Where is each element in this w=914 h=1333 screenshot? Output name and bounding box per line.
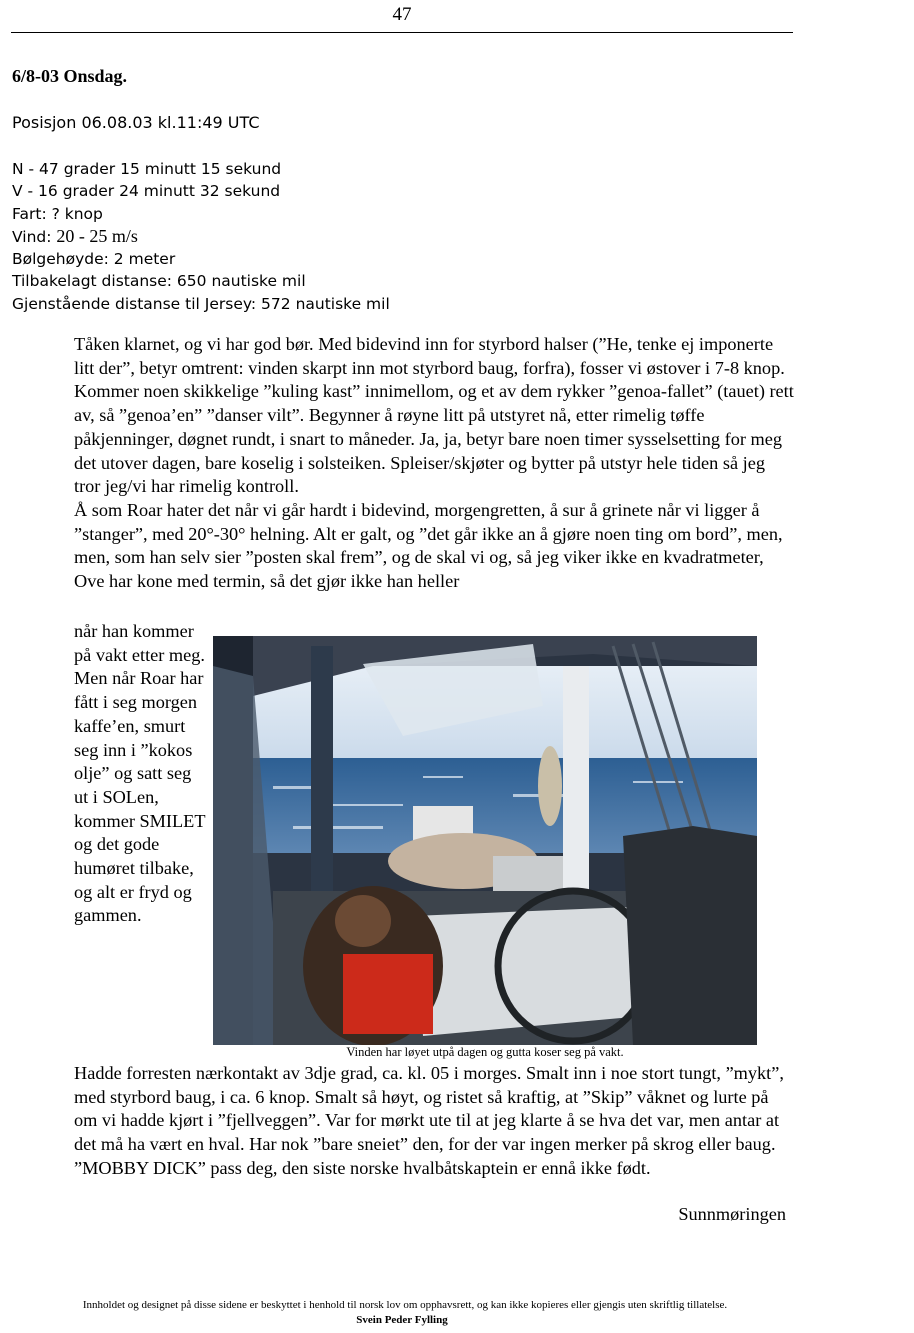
paragraph: Kommer noen skikkelige ”kuling kast” innimellom, og et av dem rykker ”genoa-fallet” (tauet) rett av, så ”genoa’en” ”danser vilt”. Begynner å røyne litt på utstyret nå, etter rimelig tøffe påkjenninger, døgnet rundt, i snart to måneder. Ja, ja, betyr bare noen timer sysselsetting for meg det utover dagen, bare koselig i solsteiken. Spleiser/skjøter og bytter på utstyr hele tiden så jeg tror jeg/vi har rimelig kontroll. [74,381,794,497]
photo-caption: Vinden har løyet utpå dagen og gutta koser seg på vakt. [346,1045,624,1059]
distance-remaining: Gjenstående distanse til Jersey: 572 nautiske mil [12,294,390,313]
wrapped-text-column: når han kommer på vakt etter meg. Men når Roar har fått i seg morgen kaffe’en, smurt seg inn i ”kokos olje” og satt seg ut i SOLen, kommer SMILET og det gode humøret tilbake, og alt er fryd og gammen. [74,621,206,926]
wave-height: Bølgehøyde: 2 meter [12,250,176,269]
longitude: V - 16 grader 24 minutt 32 sekund [12,182,281,201]
header-divider [11,32,793,33]
entry-title: 6/8-03 Onsdag. [12,66,128,86]
paragraph: Å som Roar hater det når vi går hardt i bidevind, morgengretten, å sur å grinete når vi ligger å ”stanger”, med 20°-30° helning. Alt er galt, og ”det går ikke an å gjøre noen ting om bord”, men, men, som han selv sier ”posten skal frem”, og de skal vi og, så jeg viker ikke en kvadratmeter, Ove har kone med termin, så det gjør ikke han heller [74,499,783,592]
copyright-notice: Innholdet og designet på disse sidene er beskyttet i henhold til norsk lov om opphavsrett, og kan ikke kopieres eller gjengis uten skriftlig tillatelse. [82,1299,728,1311]
sailboat-cockpit-photo [213,636,757,1045]
wind-label: Vind: [12,227,57,246]
position-line: Posisjon 06.08.03 kl.11:49 UTC [12,113,260,132]
paragraph: ”MOBBY DICK” pass deg, den siste norske hvalbåtskaptein er ennå ikke født. [74,1157,651,1178]
latitude: N - 47 grader 15 minutt 15 sekund [12,160,282,178]
footer-author: Svein Peder Fylling [356,1314,448,1326]
body-text-bottom [74,1062,794,1181]
distance-sailed: Tilbakelagt distanse: 650 nautiske mil [12,272,306,291]
speed: Fart: ? knop [12,204,103,223]
body-text-top [74,333,794,594]
paragraph: Hadde forresten nærkontakt av 3dje grad, ca. kl. 05 i morges. Smalt inn i noe stort tungt, ”mykt”, med styrbord baug, i ca. 6 knop. Smalt så høyt, og ristet så kraftig, at ”Skip” våknet og lurte på om vi hadde kjørt i ”fjellveggen”. Var for mørkt ute til at jeg klarte å se hva det var, men antar at det må ha vært en hval. Har nok ”bare sneiet” den, for der var ingen merker på skrog eller baug. [74,1063,784,1155]
navigation-stats [12,158,390,315]
page-number: 47 [392,4,412,25]
signature: Sunnmøringen [678,1204,786,1224]
paragraph: Tåken klarnet, og vi har god bør. Med bidevind inn for styrbord halser (”He, tenke ej imponerte litt der”, betyr omtrent: vinden skarpt inn mot styrbord baug, forfra), fosser vi østover i 7-8 knop. [74,334,785,378]
wind [12,225,390,248]
wind-value: 20 - 25 m/s [56,225,138,246]
